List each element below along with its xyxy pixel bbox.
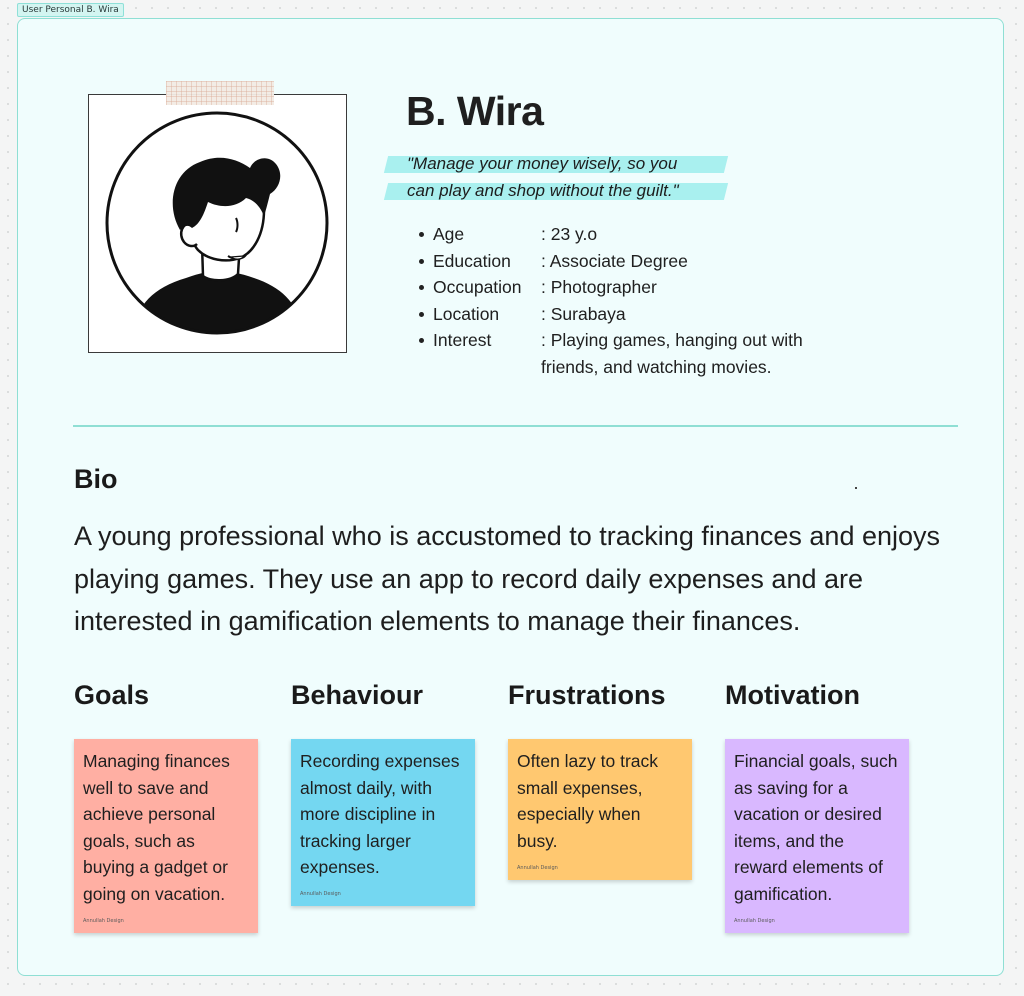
persona-attributes <box>403 221 831 380</box>
sticky-note-author: Annullah Design <box>300 891 341 897</box>
goals-heading: Goals <box>74 680 150 710</box>
attribute-occupation <box>403 274 831 301</box>
sticky-note-author: Annullah Design <box>517 865 558 871</box>
sticky-note-author: Annullah Design <box>734 918 775 924</box>
frustrations-heading: Frustrations <box>508 680 666 710</box>
attribute-label: Education <box>433 250 511 271</box>
attribute-value: : Photographer <box>541 277 657 297</box>
frustrations-sticky-note[interactable] <box>508 739 692 880</box>
sticky-note-author: Annullah Design <box>83 918 124 924</box>
attribute-value: : Associate Degree <box>541 250 688 271</box>
persona-quote-line: can play and shop without the guilt." <box>407 181 679 200</box>
avatar-illustration <box>104 110 330 336</box>
bio-text: A young professional who is accustomed to tracking finances and enjoys playing games. They use an app to record daily expenses and are interested in gamification elements to manage their finances. <box>74 521 941 636</box>
section-divider <box>73 425 958 427</box>
frame-label[interactable]: User Personal B. Wira <box>17 3 124 17</box>
persona-quote-line: "Manage your money wisely, so you <box>407 154 678 173</box>
sticky-note-text: Managing finances well to save and achieve personal goals, such as buying a gadget or going on vacation. <box>83 751 230 904</box>
motivation-heading: Motivation <box>725 680 860 710</box>
motivation-sticky-note[interactable] <box>725 739 909 933</box>
attribute-location <box>403 301 831 328</box>
persona-name: B. Wira <box>406 88 544 134</box>
stray-dot <box>855 487 857 489</box>
attribute-value: : Surabaya <box>541 303 626 324</box>
behaviour-sticky-note[interactable] <box>291 739 475 906</box>
persona-frame <box>17 18 1004 976</box>
attribute-label: Interest <box>433 330 492 350</box>
bio-heading: Bio <box>74 464 118 494</box>
attribute-label: Age <box>433 224 465 244</box>
attribute-value: : Playing games, hanging out with friends, and watching movies. <box>541 330 803 377</box>
attribute-interest <box>403 327 831 380</box>
goals-sticky-note[interactable] <box>74 739 258 933</box>
attribute-label: Location <box>433 303 500 324</box>
attribute-label: Occupation <box>433 277 522 297</box>
tape-strip <box>166 81 274 105</box>
attribute-value: : 23 y.o <box>541 224 598 244</box>
sticky-note-text: Often lazy to track small expenses, especially when busy. <box>517 751 659 851</box>
attribute-age <box>403 221 831 248</box>
attribute-education <box>403 248 831 275</box>
behaviour-heading: Behaviour <box>291 680 424 710</box>
sticky-note-text: Recording expenses almost daily, with more discipline in tracking larger expenses. <box>300 751 460 877</box>
sticky-note-text: Financial goals, such as saving for a vacation or desired items, and the reward elements of gamification. <box>734 751 898 904</box>
